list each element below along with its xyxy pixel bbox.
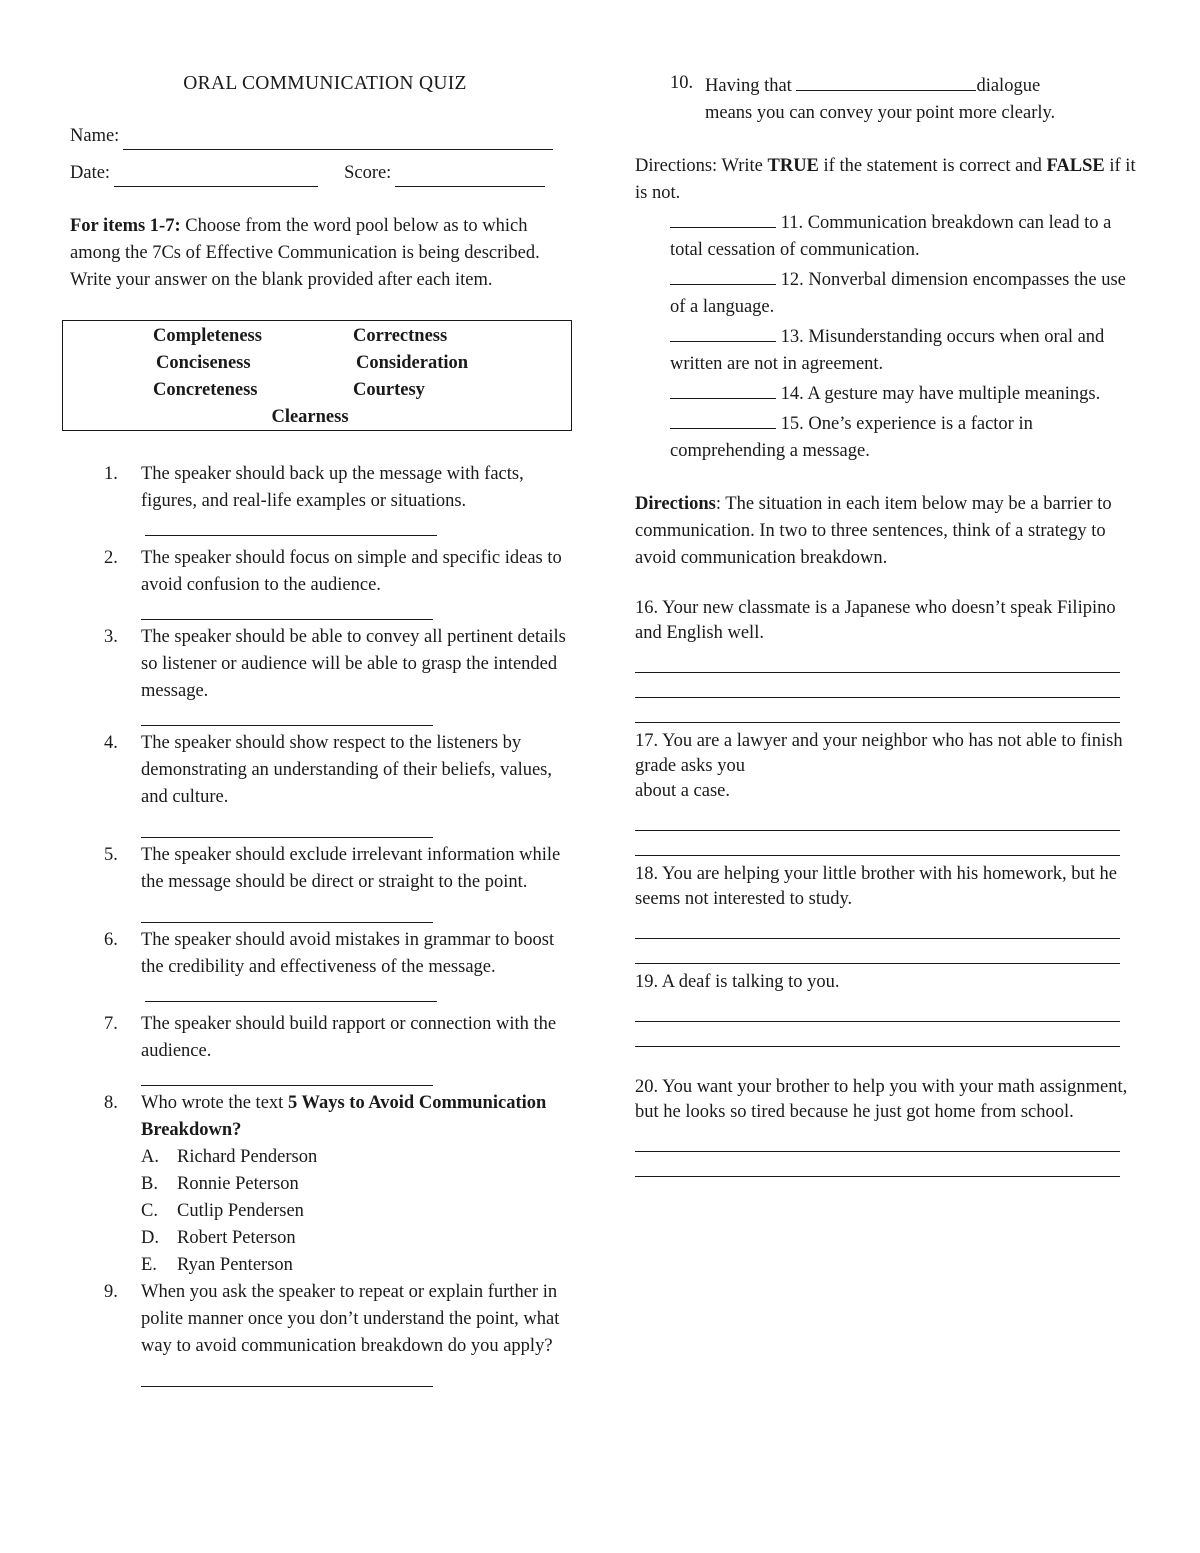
word-pool-row <box>63 350 571 377</box>
list-item <box>70 1011 580 1086</box>
option-text: Ronnie Peterson <box>177 1174 299 1194</box>
item-10 <box>635 70 1140 127</box>
item-number: 5. <box>104 845 118 865</box>
situation-20 <box>635 1075 1140 1177</box>
answer-blank[interactable] <box>796 70 976 91</box>
item-text: The speaker should exclude irrelevant information while the message should be direct or straight to the point. <box>141 845 561 892</box>
item-text: The speaker should build rapport or connection with the audience. <box>141 1014 557 1061</box>
list-item <box>70 1090 580 1279</box>
right-column <box>635 70 1140 1177</box>
answer-blank[interactable] <box>670 207 776 228</box>
tf-item <box>635 321 1140 378</box>
word-pool-row <box>63 323 571 350</box>
name-label: Name: <box>70 126 120 146</box>
word-conciseness: Conciseness <box>156 353 251 373</box>
tf-item-text: 13. Misunderstanding occurs when oral and written are not in agreement. <box>670 327 1105 374</box>
list-item <box>70 461 580 545</box>
items-list <box>70 461 580 1387</box>
item-text: The speaker should focus on simple and specific ideas to avoid confusion to the audience. <box>141 548 562 595</box>
situation-text-cont: about a case. <box>635 781 731 801</box>
situation-dir-label: Directions <box>635 494 716 514</box>
item-text: The speaker should be able to convey all pertinent details so listener or audience will be able to grasp the intended message. <box>141 627 566 701</box>
tf-false-word: FALSE <box>1046 156 1105 176</box>
list-item <box>70 1279 580 1387</box>
answer-blank[interactable] <box>141 817 433 838</box>
situation-text: 17. You are a lawyer and your neighbor who has not able to finish grade asks you <box>635 731 1123 776</box>
option-text: Robert Peterson <box>177 1228 296 1248</box>
tf-dir-a: Directions: Write <box>635 156 768 176</box>
tf-true-word: TRUE <box>767 156 819 176</box>
date-label: Date: <box>70 163 111 183</box>
tf-item <box>635 408 1140 465</box>
item-number: 7. <box>104 1014 118 1034</box>
option-text: Ryan Penterson <box>177 1255 293 1275</box>
answer-lines[interactable] <box>635 997 1140 1047</box>
option-letter: C. <box>141 1201 158 1221</box>
answer-blank[interactable] <box>145 981 437 1002</box>
tf-item-text: 11. Communication breakdown can lead to a total cessation of communication. <box>670 213 1112 260</box>
item-number: 4. <box>104 733 118 753</box>
answer-blank[interactable] <box>141 902 433 923</box>
item-number: 6. <box>104 930 118 950</box>
option-a[interactable] <box>141 1144 580 1171</box>
tf-item-text: 15. One’s experience is a factor in comprehending a message. <box>670 414 1033 461</box>
situation-16 <box>635 596 1140 723</box>
answer-blank[interactable] <box>670 321 776 342</box>
situation-dir-text: : The situation in each item below may be a barrier to communication. In two to three sentences, think of a strategy to avoid communication breakdown. <box>635 494 1112 568</box>
score-blank[interactable] <box>395 166 545 187</box>
option-d[interactable] <box>141 1225 580 1252</box>
name-row <box>70 123 580 150</box>
item-number: 3. <box>104 627 118 647</box>
situation-directions <box>635 491 1140 572</box>
answer-blank[interactable] <box>141 1366 433 1387</box>
item-number: 1. <box>104 464 118 484</box>
situation-text: 19. A deaf is talking to you. <box>635 972 840 992</box>
list-item <box>70 927 580 1011</box>
word-pool-row <box>63 377 571 404</box>
answer-blank[interactable] <box>670 408 776 429</box>
option-letter: B. <box>141 1174 158 1194</box>
item10-text-b: dialogue <box>976 76 1041 96</box>
left-column <box>70 70 580 1391</box>
situation-text: 16. Your new classmate is a Japanese who doesn’t speak Filipino and English well. <box>635 598 1116 643</box>
date-blank[interactable] <box>114 166 318 187</box>
part1-instructions <box>70 213 580 294</box>
item-text-bold: 5 Ways to Avoid Communication Breakdown? <box>141 1093 547 1140</box>
word-pool-box <box>62 320 572 431</box>
list-item <box>70 545 580 620</box>
tf-item-text: 12. Nonverbal dimension encompasses the use of a language. <box>670 270 1126 317</box>
situation-text: 20. You want your brother to help you with your math assignment, but he looks so tired because he just got home from school. <box>635 1077 1128 1122</box>
part1-instruction: Choose from the word pool below as to which among the 7Cs of Effective Communication is being described. Write your answer on the blank provided after each item. <box>70 216 540 290</box>
list-item <box>70 624 580 726</box>
answer-blank[interactable] <box>670 378 776 399</box>
answer-blank[interactable] <box>141 705 433 726</box>
situation-17 <box>635 729 1140 856</box>
part1-lead: For items 1-7: <box>70 216 181 236</box>
situation-19 <box>635 970 1140 1047</box>
date-score-row <box>70 160 580 187</box>
option-letter: A. <box>141 1147 159 1167</box>
item-number: 8. <box>104 1093 118 1113</box>
answer-blank[interactable] <box>145 515 437 536</box>
score-label: Score: <box>344 163 392 183</box>
item-number: 9. <box>104 1282 118 1302</box>
tf-item <box>635 207 1140 264</box>
list-item <box>70 842 580 923</box>
tf-dir-c: if it is not. <box>635 156 1136 203</box>
tf-item-text: 14. A gesture may have multiple meanings. <box>776 384 1101 404</box>
item-text: When you ask the speaker to repeat or explain further in polite manner once you don’t understand the point, what way to avoid communication breakdown do you apply? <box>141 1282 560 1356</box>
option-c[interactable] <box>141 1198 580 1225</box>
item-text: The speaker should avoid mistakes in grammar to boost the credibility and effectiveness of the message. <box>141 930 555 977</box>
word-courtesy: Courtesy <box>353 380 425 400</box>
item-number: 2. <box>104 548 118 568</box>
answer-blank[interactable] <box>141 1065 433 1086</box>
word-correctness: Correctness <box>353 326 448 346</box>
answer-blank[interactable] <box>141 599 433 620</box>
option-text: Cutlip Pendersen <box>177 1201 304 1221</box>
answer-lines[interactable] <box>635 914 1140 964</box>
answer-lines[interactable] <box>635 648 1140 723</box>
situation-text: 18. You are helping your little brother with his homework, but he seems not interested to study. <box>635 864 1117 909</box>
list-item <box>70 730 580 838</box>
item10-text-c: means you can convey your point more clearly. <box>705 103 1056 123</box>
option-b[interactable] <box>141 1171 580 1198</box>
answer-lines[interactable] <box>635 806 1140 856</box>
item-number: 10. <box>670 73 694 93</box>
item-text: Who wrote the text <box>141 1093 288 1113</box>
item10-text-a: Having that <box>705 76 797 96</box>
answer-lines[interactable] <box>635 1127 1140 1177</box>
item-text: The speaker should back up the message with facts, figures, and real-life examples or situations. <box>141 464 524 511</box>
word-concreteness: Concreteness <box>153 380 258 400</box>
tf-item <box>635 264 1140 321</box>
name-blank[interactable] <box>123 129 553 150</box>
tf-dir-b: if the statement is correct and <box>818 156 1047 176</box>
tf-directions <box>635 153 1140 207</box>
spacer <box>635 572 1140 596</box>
word-clearness: Clearness <box>271 407 349 427</box>
option-e[interactable] <box>141 1252 580 1279</box>
answer-blank[interactable] <box>670 264 776 285</box>
option-text: Richard Penderson <box>177 1147 318 1167</box>
tf-item <box>635 378 1140 408</box>
item-text: The speaker should show respect to the listeners by demonstrating an understanding of their beliefs, values, and culture. <box>141 733 553 807</box>
spacer <box>635 465 1140 491</box>
option-letter: E. <box>141 1255 157 1275</box>
quiz-title: ORAL COMMUNICATION QUIZ <box>183 73 467 94</box>
situation-18 <box>635 862 1140 964</box>
word-completeness: Completeness <box>153 326 262 346</box>
word-consideration: Consideration <box>356 353 469 373</box>
option-letter: D. <box>141 1228 159 1248</box>
spacer <box>635 127 1140 153</box>
